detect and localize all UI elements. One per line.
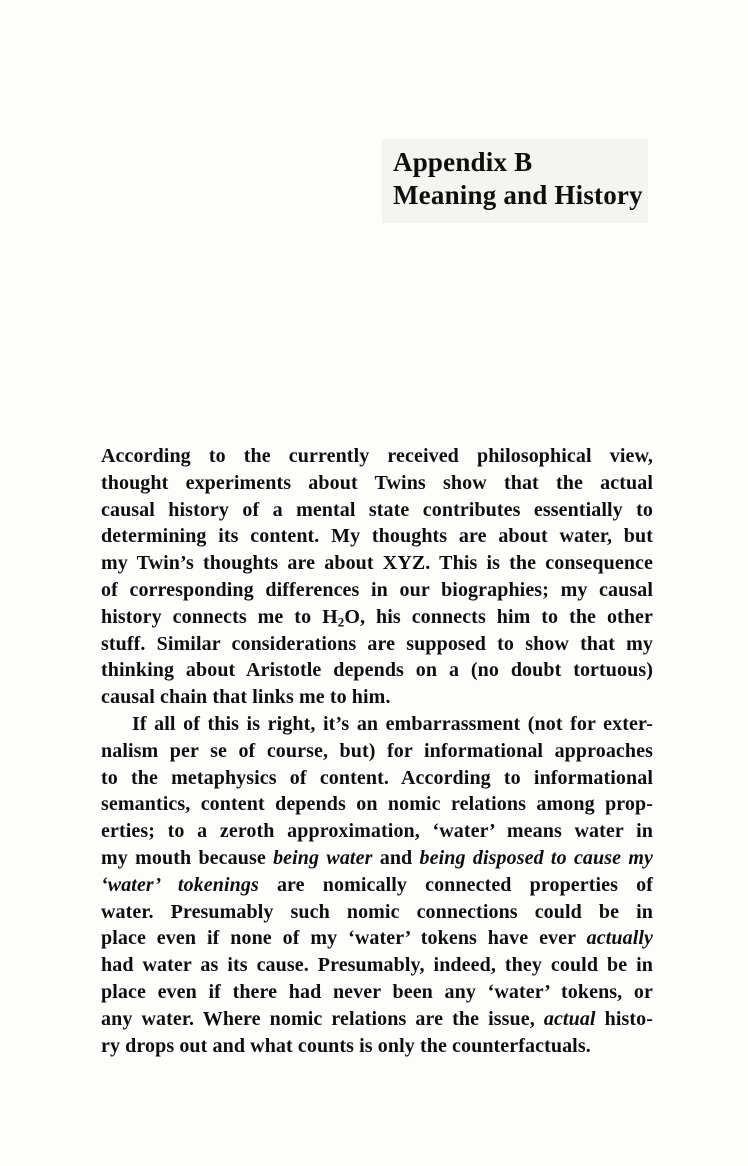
text-line: According to the currently received philosophical view, xyxy=(101,445,653,467)
text-line: ‘water’ tokenings are nomically connected properties of xyxy=(101,873,653,896)
text-line: thinking about Aristotle depends on a (no doubt tortuous) xyxy=(101,659,653,682)
heading-line-appendix: Appendix B xyxy=(393,147,533,177)
text-line: causal chain that links me to him. xyxy=(101,686,391,709)
text-line: semantics, content depends on nomic relations among prop- xyxy=(101,793,653,816)
text-line: stuff. Similar considerations are supposed to show that my xyxy=(101,632,653,655)
text-line: my mouth because being water and being disposed to cause my xyxy=(101,846,654,869)
text-line: of corresponding differences in our biographies; my causal xyxy=(101,578,653,601)
text-line: water. Presumably such nomic connections could be in xyxy=(101,900,653,923)
text-line: to the metaphysics of content. According to informational xyxy=(101,766,653,789)
text-line: erties; to a zeroth approximation, ‘water’ means water in xyxy=(101,820,653,843)
text-line: my Twin’s thoughts are about XYZ. This is the consequence xyxy=(101,552,653,575)
text-line: thought experiments about Twins show that the actual xyxy=(101,471,653,494)
paragraph xyxy=(101,443,653,711)
text-line: any water. Where nomic relations are the issue, actual histo- xyxy=(101,1007,653,1030)
heading-line-title: Meaning and History xyxy=(393,180,643,210)
text-line: causal history of a mental state contributes essentially to xyxy=(101,498,653,521)
paragraph xyxy=(101,711,653,1059)
text-line: had water as its cause. Presumably, indeed, they could be in xyxy=(101,954,653,977)
text-line: ry drops out and what counts is only the counterfactuals. xyxy=(101,1034,591,1057)
text-line: place even if none of my ‘water’ tokens have ever actually xyxy=(101,927,653,950)
body-text xyxy=(101,443,653,1059)
appendix-heading xyxy=(393,146,643,212)
text-line: nalism per se of course, but) for informational approaches xyxy=(101,739,653,762)
text-line: determining its content. My thoughts are about water, but xyxy=(101,525,653,548)
text-line: place even if there had never been any ‘water’ tokens, or xyxy=(101,980,653,1003)
text-line: history connects me to $H_2O$, his connects him to the other xyxy=(101,605,653,630)
text-line: If all of this is right, it’s an embarrassment (not for exter- xyxy=(132,712,653,735)
